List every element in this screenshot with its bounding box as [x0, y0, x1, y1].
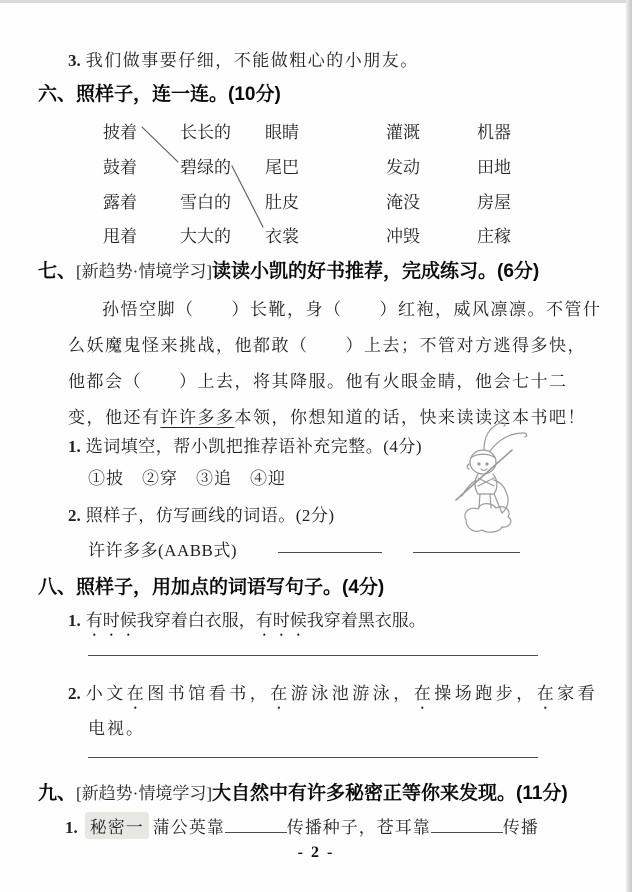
dotted-word: 有时候	[255, 611, 307, 630]
feather-right	[490, 433, 527, 451]
cloud	[465, 504, 511, 533]
passage-line: 他都会（ ）上去，将其降服。他有火眼金睛，他会七十二	[68, 372, 568, 391]
section9-heading	[38, 778, 568, 805]
match-word: 机器	[477, 123, 511, 142]
dotted-word: 在	[126, 684, 148, 703]
question-item	[68, 679, 598, 713]
item-text: 我们做事要仔细，不能做粗心的小朋友。	[85, 51, 419, 70]
match-word: 发动	[386, 158, 420, 177]
match-word: 衣裳	[265, 227, 299, 246]
scan-edge-right	[626, 0, 632, 892]
match-word: 冲毁	[386, 227, 420, 246]
passage-line: 么妖魔鬼怪来挑战，他都敢（ ）上去；不管对方逃得多快，	[68, 336, 586, 355]
item-text: 传播种子，苍耳靠	[286, 818, 431, 837]
item-number: 2.	[68, 506, 81, 525]
blank-line[interactable]	[225, 818, 287, 833]
option-list: ①披 ②穿 ③追 ④迎	[88, 469, 286, 488]
section6-heading: 六、照样子，连一连。(10分)	[38, 84, 281, 105]
headband	[471, 454, 495, 458]
question-item-continued: 电视。	[88, 719, 145, 738]
match-word: 碧绿的	[180, 158, 231, 177]
match-word: 披着	[103, 123, 137, 142]
dotted-word: 在	[413, 684, 435, 703]
connection-line-1	[142, 127, 178, 162]
answer-line[interactable]	[88, 654, 538, 656]
ear	[467, 464, 470, 469]
example-connection-lines	[100, 115, 300, 245]
match-word: 鼓着	[103, 158, 137, 177]
blank-line[interactable]	[431, 818, 503, 833]
scan-edge-top	[0, 0, 632, 3]
passage-text: 变，他还有	[68, 408, 161, 427]
match-word: 灌溉	[386, 123, 420, 142]
item-text: 选词填空，帮小凯把推荐语补充完整。(4分)	[85, 437, 423, 456]
passage-text: 本领，你想知道的话，快来读读这本书吧！	[234, 408, 586, 427]
item-text: 照样子，仿写画线的词语。(2分)	[85, 506, 335, 525]
eye	[478, 463, 480, 465]
section-title: 读读小凯的好书推荐，完成练习。(6分)	[212, 261, 540, 282]
section-number: 九、	[38, 783, 77, 804]
match-word: 尾巴	[265, 158, 299, 177]
answer-line[interactable]	[88, 756, 538, 758]
item-text: 家看	[557, 684, 599, 703]
aabb-example: 许许多多(AABB式)	[88, 541, 238, 560]
match-word: 眼睛	[265, 123, 299, 142]
item-text: 操场跑步，	[434, 684, 537, 703]
section7-heading	[38, 256, 539, 283]
legs	[479, 494, 491, 508]
section-number: 七、	[38, 261, 77, 282]
question-item	[65, 812, 539, 839]
section-tag: [新趋势·情境学习]	[76, 262, 212, 281]
match-word: 庄稼	[477, 227, 511, 246]
mouth	[481, 469, 487, 471]
match-word: 长长的	[180, 123, 231, 142]
match-word: 淹没	[386, 193, 420, 212]
question-item	[68, 606, 426, 640]
dotted-word: 在	[536, 684, 558, 703]
match-word: 雪白的	[180, 193, 231, 212]
match-word: 房屋	[477, 193, 511, 212]
item-text: 传播	[502, 818, 539, 837]
match-word: 甩着	[103, 227, 137, 246]
torso	[475, 474, 497, 494]
item-text: 图书馆看书，	[147, 684, 271, 703]
item-text: 小文	[85, 684, 127, 703]
item-number: 2.	[68, 684, 81, 703]
item-text: 我穿着白衣服，	[136, 611, 256, 630]
item-number: 1.	[65, 818, 78, 837]
section-tag: [新趋势·情境学习]	[76, 784, 212, 803]
match-word: 田地	[477, 158, 511, 177]
section8-heading: 八、照样子，用加点的词语写句子。(4分)	[38, 577, 385, 598]
passage-line: 孙悟空脚（ ）长靴，身（ ）红袍，威风凛凛。不管什	[102, 300, 602, 319]
page-number: - 2 -	[297, 844, 335, 861]
eye	[486, 463, 488, 465]
item-text: 蒲公英靠	[152, 818, 225, 837]
dotted-word: 在	[270, 684, 291, 703]
sun-wukong-illustration	[438, 420, 542, 538]
match-word: 肚皮	[265, 193, 299, 212]
secret-badge: 秘密一	[85, 812, 149, 839]
match-word: 露着	[103, 193, 137, 212]
question-item-3	[68, 46, 419, 71]
dotted-word: 有时候	[85, 611, 137, 630]
blank-line[interactable]	[413, 551, 520, 553]
connection-line-2	[232, 166, 263, 227]
match-word: 大大的	[180, 227, 231, 246]
question-item	[68, 501, 335, 526]
item-text: 我穿着黑衣服。	[306, 611, 426, 630]
item-number: 1.	[68, 611, 81, 630]
underlined-word: 许许多多	[160, 408, 235, 427]
blank-line[interactable]	[278, 551, 382, 553]
section-title: 大自然中有许多秘密正等你来发现。(11分)	[212, 783, 568, 804]
question-item	[68, 432, 422, 457]
item-number: 1.	[68, 437, 81, 456]
item-text: 游泳池游泳，	[290, 684, 414, 703]
item-number: 3.	[68, 51, 81, 70]
